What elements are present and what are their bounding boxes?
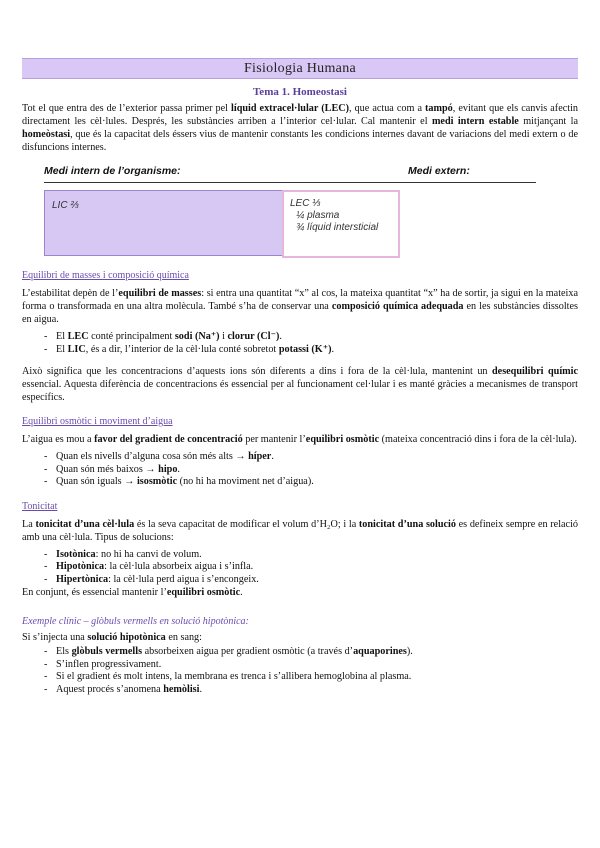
page-title: Fisiologia Humana	[22, 58, 578, 79]
tonicity-summary: En conjunt, és essencial mantenir l’equilibri osmòtic.	[22, 587, 243, 598]
list-item: - S’inflen progressivament.	[22, 659, 578, 672]
internal-divider	[44, 182, 418, 183]
solution-types-list	[22, 549, 578, 587]
mass-balance-paragraph: L’estabilitat depèn de l’equilibri de masses: si entra una quantitat “x” al cos, la mateixa quantitat “x” ha de sortir, ja sigui en la mateixa forma o transformada en una altra molècula. També s’ha de conservar una composició química adequada en les substàncies dissoltes en aigua.	[22, 288, 579, 325]
lic-box	[44, 190, 284, 256]
heading-osmotic: Equilibri osmòtic i moviment d’aigua	[22, 416, 173, 427]
list-item: - Si el gradient és molt intens, la membrana es trenca i s’allibera hemoglobina al plasma.	[22, 671, 578, 684]
osmotic-paragraph: L’aigua es mou a favor del gradient de concentració per mantenir l’equilibri osmòtic (mateixa concentració dins i fora de la cèl·lula).	[22, 434, 577, 445]
clinical-list	[22, 646, 578, 696]
list-item: - Els glòbuls vermells absorbeixen aigua per gradient osmòtic (a través d’aquaporines).	[22, 646, 578, 659]
list-item: - Isotònica: no hi ha canvi de volum.	[22, 549, 578, 562]
tonicity-paragraph: La tonicitat d’una cèl·lula és la seva capacitat de modificar el volum d’H₂O; i la tonicitat d’una solució es defineix sempre en relació amb una cèl·lula. Tipus de solucions:	[22, 518, 578, 543]
external-divider	[408, 182, 536, 183]
clinical-paragraph: Si s’injecta una solució hipotònica en sang:	[22, 632, 202, 643]
list-item: - Aquest procés s’anomena hemòlisi.	[22, 684, 578, 697]
list-item: - Quan els nivells d’alguna cosa són més alts → híper.	[22, 451, 578, 464]
lec-title: LEC ⅓	[290, 198, 321, 209]
list-item: - Hipotònica: la cèl·lula absorbeix aigua i s’infla.	[22, 561, 578, 574]
lec-intersticial: ¾ líquid intersticial	[296, 222, 379, 233]
internal-medium-label: Medi intern de l’organisme:	[44, 165, 181, 177]
osmotic-list	[22, 451, 578, 489]
lec-box	[282, 190, 400, 258]
section-title: Tema 1. Homeostasi	[252, 86, 347, 98]
document-page	[22, 58, 578, 696]
clinical-example-heading: Exemple clínic – glòbuls vermells en solució hipotònica:	[22, 616, 249, 627]
ion-list	[22, 331, 578, 356]
lec-plasma: ¼ plasma	[296, 210, 340, 221]
list-item: - Quan són més baixos → hipo.	[22, 464, 578, 477]
list-item: - Hipertònica: la cèl·lula perd aigua i s’encongeix.	[22, 574, 578, 587]
heading-tonicity: Tonicitat	[22, 500, 58, 512]
external-medium-label: Medi extern:	[408, 165, 470, 177]
fluid-compartments	[22, 190, 578, 258]
medium-table-header	[22, 163, 578, 187]
list-item: - El LEC conté principalment sodi (Na⁺) i clorur (Cl⁻).	[22, 331, 578, 344]
intro-paragraph: Tot el que entra des de l’exterior passa primer pel líquid extracel·lular (LEC), que actua com a tampó, evitant que els canvis afectin directament les cèl·lules. Després, les substàncies arriben a l’interior cel·lular. Cal mantenir el medi intern estable mitjançant la homeòstasi, que és la capacitat dels éssers vius de mantenir constants les condicions internes davant de variacions del medi extern o de disfuncions internes.	[22, 103, 578, 153]
lic-label: LIC ⅔	[52, 200, 79, 211]
heading-mass-balance: Equilibri de masses i composició química	[22, 270, 189, 281]
list-item: - El LIC, és a dir, l’interior de la cèl·lula conté sobretot potassi (K⁺).	[22, 344, 578, 357]
chemical-imbalance-paragraph: Això significa que les concentracions d’aquests ions són diferents a dins i fora de la cèl·lula, mantenint un desequilibri químic essencial. Aquesta diferència de concentracions és essencial per al funcionament cel·lular i es manté gràcies a mecanismes de transport específics.	[22, 366, 578, 403]
list-item: - Quan són iguals → isosmòtic (no hi ha moviment net d’aigua).	[22, 476, 578, 489]
